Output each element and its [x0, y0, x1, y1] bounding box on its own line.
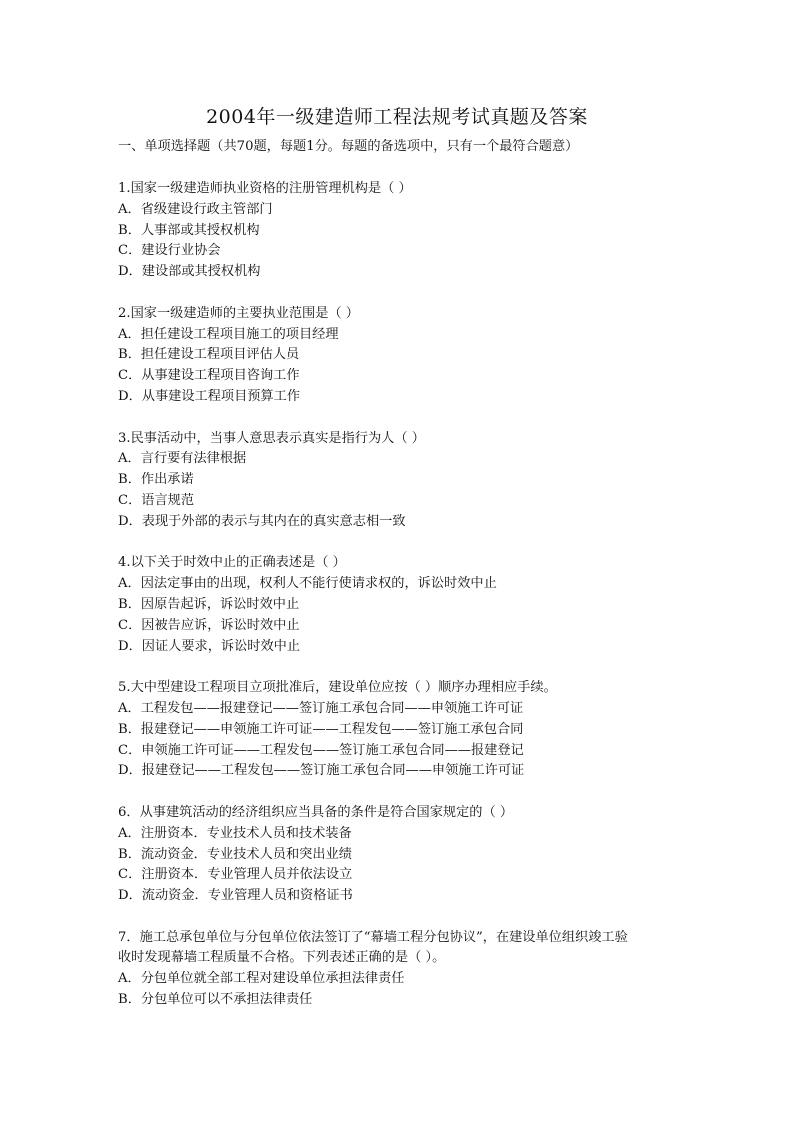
option-c: C．注册资本．专业管理人员并依法设立 — [118, 867, 353, 883]
option-b: B．作出承诺 — [118, 472, 194, 488]
question-stem: 3.民事活动中，当事人意思表示真实是指行为人（ ） — [118, 430, 425, 446]
option-d: D．建设部或其授权机构 — [118, 264, 261, 280]
option-b: B．担任建设工程项目评估人员 — [118, 347, 300, 363]
question-stem: 2.国家一级建造师的主要执业范围是（ ） — [118, 305, 359, 321]
question-stem: 5.大中型建设工程项目立项批准后，建设单位应按（ ）顺序办理相应手续。 — [118, 680, 557, 696]
question-1 — [118, 179, 688, 283]
question-7 — [118, 928, 688, 1011]
document-title: 2004年一级建造师工程法规考试真题及答案 — [206, 106, 588, 128]
question-6 — [118, 803, 688, 907]
option-a: A．言行要有法律根据 — [118, 451, 247, 467]
option-a: A．分包单位就全部工程对建设单位承担法律责任 — [118, 971, 405, 987]
question-list — [118, 179, 688, 1032]
option-a: A．因法定事由的出现，权利人不能行使请求权的，诉讼时效中止 — [118, 576, 497, 592]
option-b: B．分包单位可以不承担法律责任 — [118, 992, 313, 1008]
question-4 — [118, 553, 688, 657]
question-stem: 4.以下关于时效中止的正确表述是（ ） — [118, 555, 346, 571]
question-2 — [118, 304, 688, 408]
option-b: B．流动资金．专业技术人员和突出业绩 — [118, 846, 352, 862]
option-c: C．从事建设工程项目咨询工作 — [118, 368, 300, 384]
option-a: A．注册资本．专业技术人员和技术装备 — [118, 825, 352, 841]
question-3 — [118, 429, 688, 533]
option-b: B．报建登记——申领施工许可证——工程发包——签订施工承包合同 — [118, 721, 524, 737]
question-stem: 1.国家一级建造师执业资格的注册管理机构是（ ） — [118, 181, 412, 196]
option-c: C．建设行业协会 — [118, 243, 221, 259]
option-a: A．省级建设行政主管部门 — [118, 201, 273, 217]
option-b: B．因原告起诉，诉讼时效中止 — [118, 596, 300, 612]
option-b: B．人事部或其授权机构 — [118, 222, 260, 238]
question-stem-line-1: 7．施工总承包单位与分包单位依法签订了“幕墙工程分包协议”，在建设单位组织竣工验 — [118, 929, 628, 945]
question-5 — [118, 678, 688, 782]
option-c: C．语言规范 — [118, 492, 195, 508]
option-d: D．报建登记——工程发包——签订施工承包合同——申领施工许可证 — [118, 763, 525, 779]
option-a: A．工程发包——报建登记——签订施工承包合同——申领施工许可证 — [118, 700, 524, 716]
question-stem: 6．从事建筑活动的经济组织应当具备的条件是符合国家规定的（ ） — [118, 804, 514, 820]
option-a: A．担任建设工程项目施工的项目经理 — [118, 326, 339, 342]
question-stem-line-2: 收时发现幕墙工程质量不合格。下列表述正确的是（ ）。 — [118, 950, 446, 966]
option-d: D．因证人要求，诉讼时效中止 — [118, 638, 301, 654]
option-d: D．表现于外部的表示与其内在的真实意志相一致 — [118, 513, 406, 529]
option-d: D．从事建设工程项目预算工作 — [118, 388, 301, 404]
option-c: C．申领施工许可证——工程发包——签订施工承包合同——报建登记 — [118, 742, 524, 758]
option-d: D．流动资金．专业管理人员和资格证书 — [118, 888, 353, 904]
section-heading: 一、单项选择题（共70题，每题1分。每题的备选项中，只有一个最符合题意） — [118, 139, 579, 154]
option-c: C．因被告应诉，诉讼时效中止 — [118, 617, 300, 633]
